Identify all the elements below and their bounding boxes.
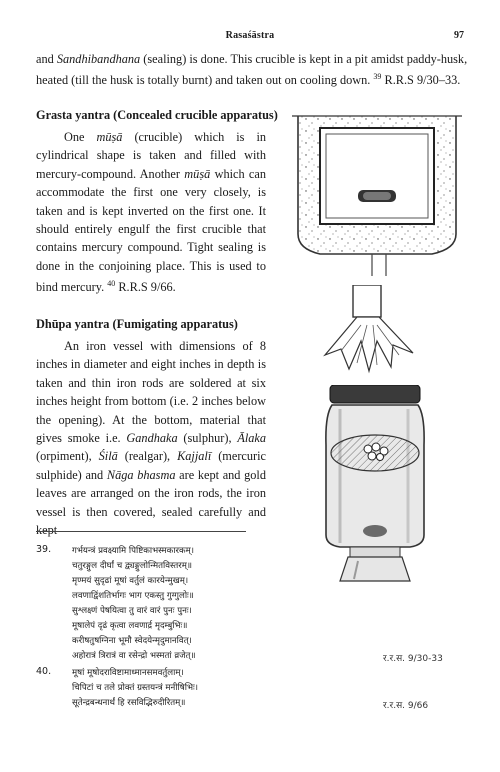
sanskrit-verse-line: लवणाद्विंशतिर्भागः भाग एकस्तु गुग्गुलोः॥ [72, 591, 194, 601]
term-musa: mūṣā [184, 166, 211, 181]
sanskrit-verse-line: मूषालेपं दृढं कृत्वा लवणार्द्र मृदम्बुभिः॥ [72, 621, 188, 631]
intro-paragraph [36, 50, 468, 89]
term-naga-bhasma: Nāga bhasma [106, 467, 176, 482]
sanskrit-verse-line: चिपिटां च तले प्रोक्तं ग्रस्तयन्त्रं मनीषिभिः। [72, 683, 199, 693]
sanskrit-verse-line: मूषां मूषोदराविष्टामाध्मानसमवर्तुलाम्। [72, 668, 184, 678]
sanskrit-verse-line: अहोरात्रं त्रिरात्रं वा रसेन्द्रो भस्मतां व्रजेत्॥ [72, 651, 196, 661]
body-text: (crucible) which is in cylindrical shape is taken and filled with mercury-compound. Another [36, 130, 267, 181]
body-text: An iron vessel with dimensions of 8 inches in diameter and eight inches in depth is taken and thin iron rods are soldered at six inches height from bottom (i.e. 2 inches below the opening). At the bottom, material that gives smoke i.e. [36, 339, 266, 446]
page-number: 97 [454, 30, 464, 41]
sanskrit-verse-line: चतुरङ्गुल दीर्घां च द्व्यङ्गुलोन्मितविस्तरम्॥ [72, 561, 193, 571]
footnote-39-number: 39. [36, 544, 52, 555]
intro-text: (sealing) is done. This crucible is kept in a pit amidst paddy-husk, heated (till the husk is totally burnt) and taken out on cooling down. [36, 52, 468, 88]
intro-text: and [36, 52, 57, 66]
body-text: which can accommodate the first one very closely, is taken and is kept inverted on the first one. It should entirely engulf the first crucible that contains mercury compound. Tight sealing is done in the conjoining place. This is used to bind mercury. [36, 166, 266, 295]
page-header [0, 30, 500, 44]
footnote-divider [36, 531, 246, 532]
term-sila: Śilā [98, 449, 118, 464]
body-text: (sulphur), [177, 431, 238, 446]
body-reference: R.R.S 9/66. [115, 280, 176, 295]
term-gandhaka: Gandhaka [126, 431, 178, 446]
paragraph-grasta-yantra [36, 128, 266, 297]
sanskrit-verse-line: करीषतुषग्निना भूमौ स्वेदयेन्मृदुमानवित्। [72, 636, 192, 646]
dhupa-yantra-illustration [300, 385, 450, 585]
body-text: (mercuric sulphide) and [36, 449, 266, 482]
footnote-40-reference: र.र.स. 9/66 [383, 701, 429, 711]
body-text: One [64, 130, 97, 144]
footnote-marker-40: 40 [107, 279, 116, 289]
term-kajjali: Kajjalī [177, 449, 212, 464]
footnote-marker-39: 39 [373, 72, 382, 81]
sanskrit-verse-line: गर्भयन्त्रं प्रवक्ष्यामि पिष्टिकाभस्मकारकम्। [72, 546, 194, 556]
paragraph-dhupa-yantra [36, 337, 266, 539]
body-text: (orpiment), [36, 449, 99, 464]
cloth-stand-illustration [305, 285, 435, 375]
body-text: (realgar), [117, 449, 178, 464]
footnote-40-number: 40. [36, 666, 52, 677]
intro-reference: R.R.S 9/30–33. [381, 73, 461, 88]
running-title: Rasaśāstra [225, 30, 275, 41]
sanskrit-verse-line: सूतेन्द्रबन्धनार्थं हि रसविद्भिरुदीरितम्॥ [72, 698, 186, 708]
grasta-yantra-illustration [280, 104, 485, 284]
footnote-39-reference: र.र.स. 9/30-33 [383, 654, 443, 664]
body-text: are kept and gold leaves are arranged on the iron rods, the iron vessel is then covered, sealed carefully and kept [36, 467, 266, 538]
heading-dhupa-yantra: Dhūpa yantra (Fumigating apparatus) [36, 317, 238, 331]
term-musa: mūṣā [96, 130, 123, 144]
term-alaka: Ālaka [237, 431, 266, 446]
heading-grasta-yantra: Grasta yantra (Concealed crucible apparatus) [36, 108, 278, 122]
term-sandhibandhana: Sandhibandhana [56, 52, 141, 66]
sanskrit-verse-line: सुश्लक्ष्णं पेषयित्वा तु वारं वारं पुनः पुनः। [72, 606, 192, 616]
sanskrit-verse-line: मृण्मयं सुदृढां मूषां वर्तुलं कारयेन्मुखम्। [72, 576, 189, 586]
